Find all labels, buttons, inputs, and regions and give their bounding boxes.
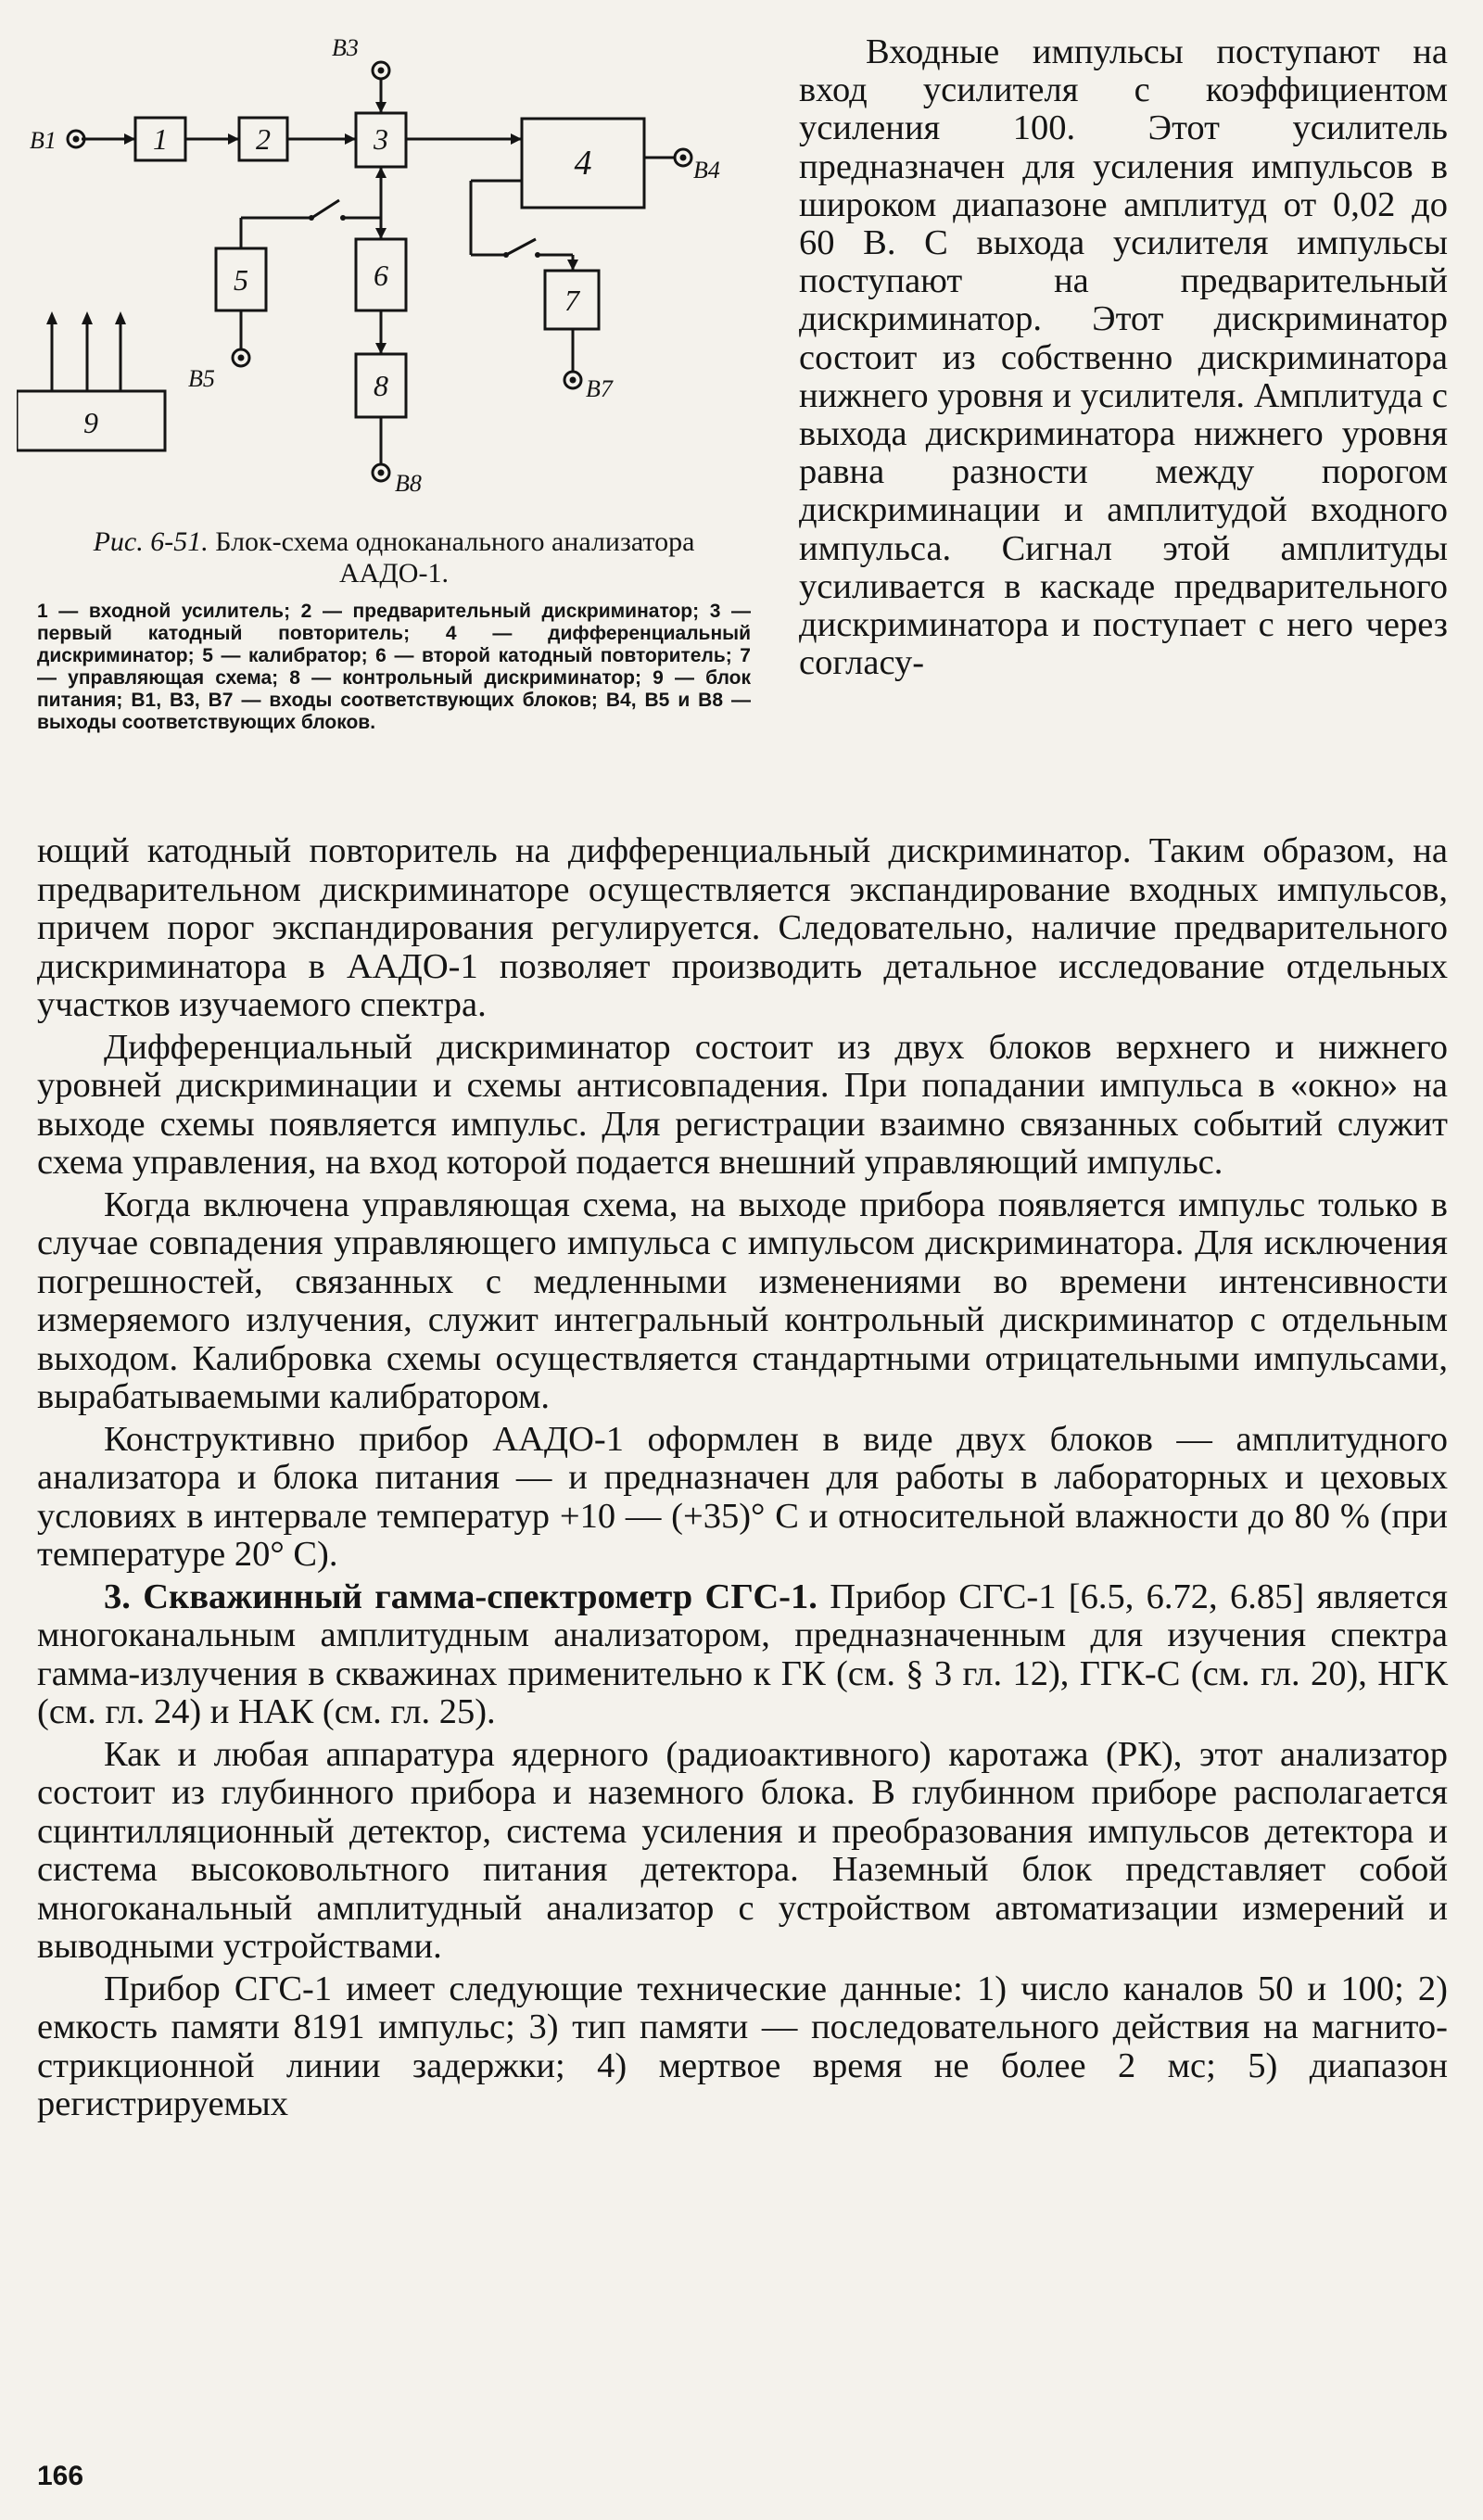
block-8-label: 8 <box>374 369 388 402</box>
terminal-b5-label: B5 <box>188 365 215 392</box>
terminal-b8-label: B8 <box>395 470 422 497</box>
paragraph-sgs1-text: Прибор СГС-1 [6.5, 6.72, 6.85] является многоканальным амплитудным анализатором, предназначенным для изучения спектра гамма-излучения в скважинах применительно к ГК (см. § 3 гл. 12), ГГК-С (см. гл. 20), НГК (см. гл. 24) и НАК (см. гл. 25). <box>37 1577 1449 1731</box>
figure-caption-text: Блок-схема одноканального анализатора ААДО-1. <box>215 526 695 589</box>
terminal-b1-label: B1 <box>30 127 57 154</box>
block-1-label: 1 <box>153 122 168 156</box>
figure-caption-label: Рис. 6-51. <box>93 526 209 557</box>
page-number: 166 <box>37 2461 84 2491</box>
block-3-label: 3 <box>374 122 388 156</box>
paragraph-sgs1 <box>37 1578 1448 1732</box>
section-heading-sgs1: 3. Скважинный гамма-спектрометр СГС-1. <box>104 1577 818 1616</box>
block-2-label: 2 <box>256 122 271 156</box>
block-6-label: 6 <box>374 259 388 292</box>
block-9-label: 9 <box>83 406 98 439</box>
side-paragraph: Входные импульсы поступают на вход усилителя с коэффициентом усиления 100. Этот усилитель предназначен для усиления импульсов в широком диапазоне амплитуд от 0,02 до 60 В. С выхода усилителя импульсы поступают на предварительный дискриминатор. Этот дискриминатор состоит из собственно дискриминатора нижнего уровня и усилителя. Амплитуда с выхода дискриминатора нижнего уровня равна разности между порогом дискриминации и амплитудой входного импульса. Сигнал этой амплитуды усиливается в каскаде предварительного дискриминатора и поступает с него через согласу- <box>799 32 1448 683</box>
body-text <box>37 832 1448 2124</box>
terminal-b3-label: B3 <box>332 34 359 61</box>
paragraph-construction: Конструктивно прибор ААДО-1 оформлен в виде двух блоков — амплитудного анализатора и блока питания — и предназначен для работы в лабораторных и цеховых условиях в интервале температур +10 — (+35)° С и относительной влажности до 80 % (при температуре 20° С). <box>37 1419 1448 1574</box>
terminal-b7-label: B7 <box>586 375 613 402</box>
paragraph-control-circuit: Когда включена управляющая схема, на выходе прибора появляется импульс только в случае совпадения управляющего импульса с импульсом дискриминатора. Для исключения погрешностей, связанных с медленными изменениями во времени интенсивности измеряемого излучения, служит интегральный контрольный дискриминатор с отдельным выходом. Калибровка схемы осуществляется стандартными отрицательными импульсами, вырабатываемыми калибратором. <box>37 1184 1448 1416</box>
block-5-label: 5 <box>234 263 248 297</box>
block-diagram-svg <box>17 28 749 524</box>
paragraph-differential-discriminator: Дифференциальный дискриминатор состоит из двух блоков верхнего и нижнего уровней дискриминации и схемы антисовпадения. При попадании импульса в «окно» на выходе схемы появляется импульс. Для регистрации взаимно связанных событий служит схема управления, на вход которой подается внешний управляющий импульс. <box>37 1027 1448 1182</box>
paragraph-technical-data: Прибор СГС-1 имеет следующие технические данные: 1) число каналов 50 и 100; 2) емкость памяти 8191 импульс; 3) тип памяти — последовательного действия на магнито-стрикционной линии задержки; 4) мертвое время не более 2 мс; 5) диапазон регистрируемых <box>37 1969 1448 2123</box>
paragraph-rk-apparatus: Как и любая аппаратура ядерного (радиоактивного) каротажа (РК), этот анализатор состоит из глубинного прибора и наземного блока. В глубинном приборе располагается сцинтилляционный детектор, система усиления и преобразования импульсов детектора и система высоковольтного питания детектора. Наземный блок представляет собой многоканальный амплитудный анализатор с устройством автоматизации измерений и выводными устройствами. <box>37 1734 1448 1966</box>
figure-caption <box>37 526 751 589</box>
block-7-label: 7 <box>564 284 579 317</box>
figure-legend: 1 — входной усилитель; 2 — предварительный дискриминатор; 3 — первый катодный повторитель; 4 — дифференциальный дискриминатор; 5 — калибратор; 6 — второй катодный повторитель; 7 — управляющая схема; 8 — контрольный дискриминатор; 9 — блок питания; B1, B3, B7 — входы соответствующих блоков; B4, B5 и B8 — выходы соответствующих блоков. <box>37 601 751 733</box>
block-4-label: 4 <box>574 144 592 183</box>
block-diagram <box>17 28 749 524</box>
paragraph-continuation: ющий катодный повторитель на дифференциальный дискриминатор. Таким образом, на предварительном дискриминаторе осуществляется экспандирование входных импульсов, причем порог экспандирования регулируется. Следовательно, наличие предварительного дискриминатора в ААДО-1 позволяет производить детальное исследование отдельных участков изучаемого спектра. <box>37 831 1448 1024</box>
terminal-b4-label: B4 <box>693 157 720 184</box>
